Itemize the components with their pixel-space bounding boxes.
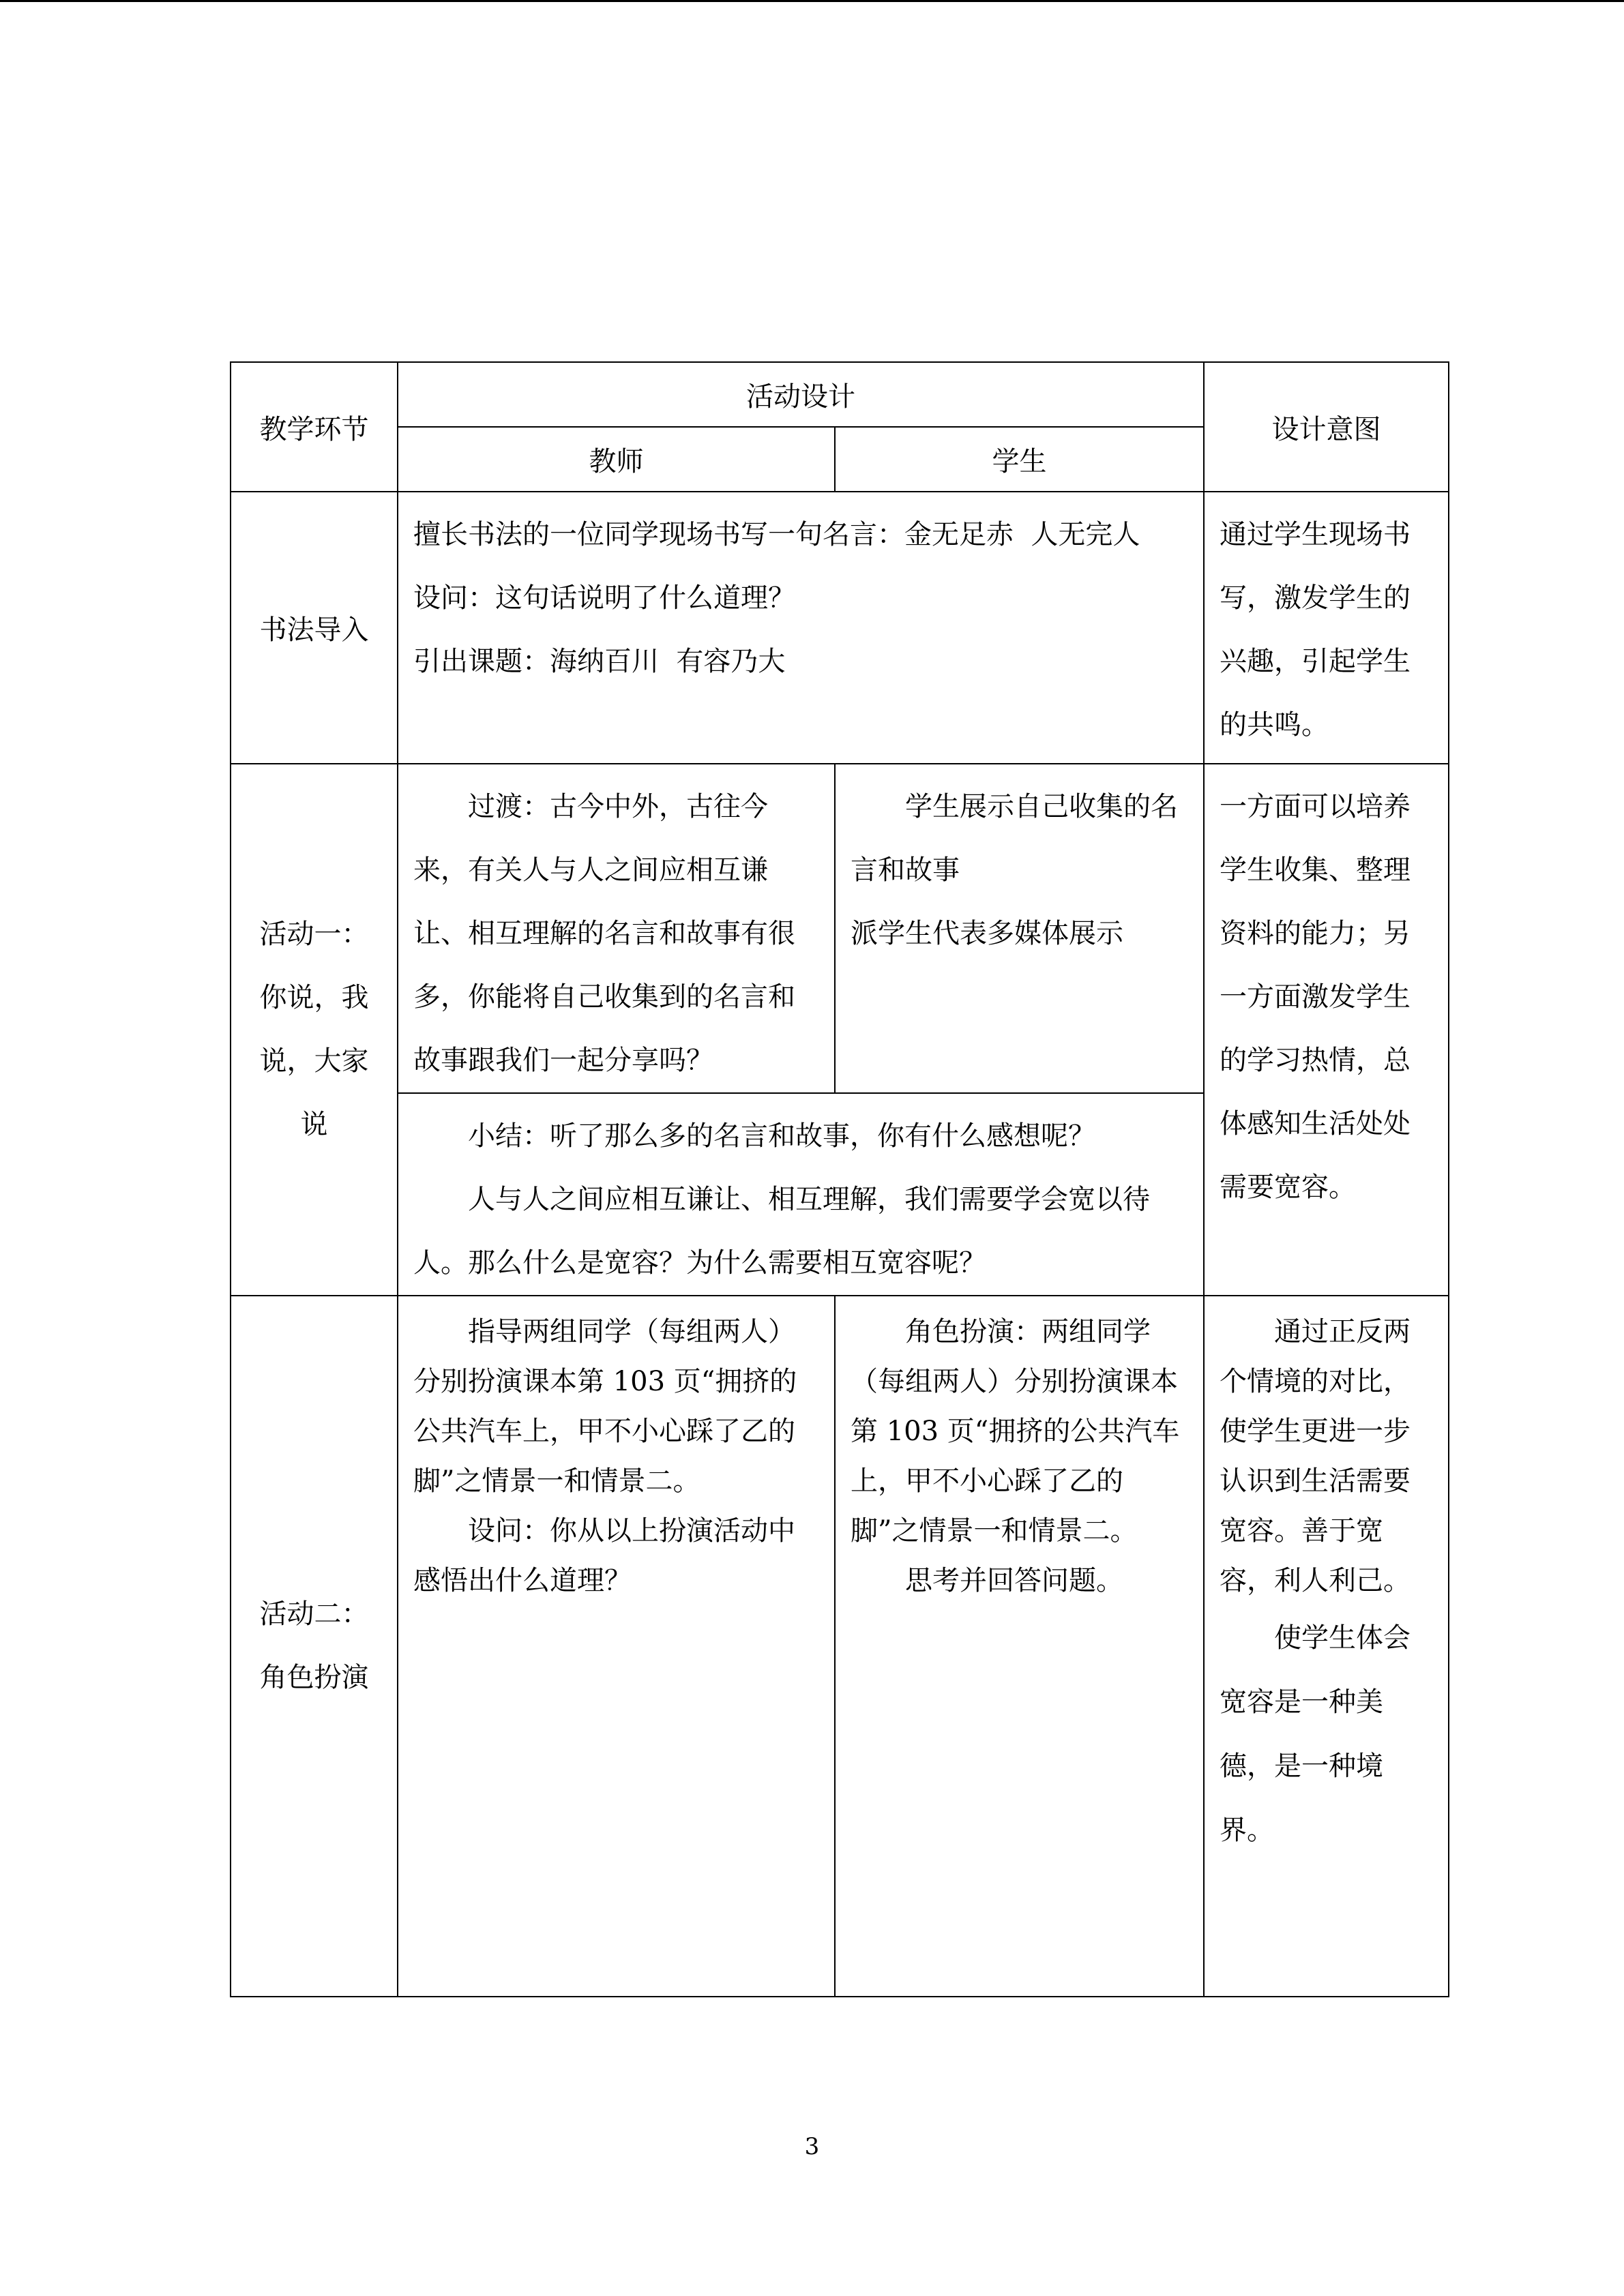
stage-label-line: 角色扮演 — [259, 1662, 369, 1693]
summary-cell — [398, 1093, 1204, 1296]
student-text: 派学生代表多媒体展示 — [851, 918, 1123, 949]
intent-cell — [1204, 764, 1449, 1296]
table-row — [231, 764, 1449, 1093]
stage-label-line: 活动一： — [259, 919, 369, 950]
stage-label: 书法导入 — [259, 614, 369, 646]
header-teacher: 教师 — [398, 427, 835, 492]
intent-cell — [1204, 492, 1449, 764]
student-cell — [835, 764, 1204, 1093]
teacher-cell — [398, 1296, 835, 1997]
teacher-text: 指导两组同学（每组两人）分别扮演课本第 103 页“拥挤的公共汽车上，甲不小心踩了乙的脚”之情景一和情景二。 — [413, 1316, 797, 1497]
stage-label-line: 说 — [300, 1109, 328, 1140]
top-rule — [0, 0, 1624, 2]
intent-text: 通过学生现场书写，激发学生的兴趣，引起学生的共鸣。 — [1220, 519, 1411, 741]
stage-label-line: 活动二： — [259, 1598, 369, 1630]
teacher-text: 过渡：古今中外，古往今来，有关人与人之间应相互谦让、相互理解的名言和故事有很多，你能将自己收集到的名言和故事跟我们一起分享吗？ — [413, 791, 795, 1076]
header-stage: 教学环节 — [231, 362, 398, 492]
table-row — [231, 1296, 1449, 1997]
stage-label-line: 你说，我 — [259, 982, 369, 1013]
intent-text: 使学生体会宽容是一种美德，是一种境界。 — [1220, 1622, 1411, 1846]
stage-label-line: 说，大家 — [259, 1045, 369, 1077]
summary-text: 小结：听了那么多的名言和故事，你有什么感想呢？ — [468, 1120, 1095, 1152]
content-line: 引出课题：海纳百川 有容乃大 — [413, 646, 786, 677]
stage-cell — [231, 1296, 398, 1997]
student-text: 学生展示自己收集的名言和故事 — [851, 791, 1178, 886]
header-activity-design: 活动设计 — [398, 362, 1204, 427]
content-line: 设问：这句话说明了什么道理？ — [413, 582, 795, 614]
content-line: 擅长书法的一位同学现场书写一句名言：金无足赤 人无完人 — [413, 519, 1140, 550]
student-text: 角色扮演：两组同学（每组两人）分别扮演课本第 103 页“拥挤的公共汽车上，甲不小心踩了乙的脚”之情景一和情景二。 — [851, 1316, 1180, 1547]
teacher-cell — [398, 764, 835, 1093]
content-cell — [398, 492, 1204, 764]
stage-cell — [231, 764, 398, 1296]
summary-text: 人与人之间应相互谦让、相互理解，我们需要学会宽以待人。那么什么是宽容？为什么需要相互宽容呢？ — [413, 1184, 1150, 1279]
student-text: 思考并回答问题。 — [905, 1565, 1123, 1596]
intent-cell — [1204, 1296, 1449, 1997]
table-row — [231, 492, 1449, 764]
header-row — [231, 362, 1449, 427]
header-intent: 设计意图 — [1204, 362, 1449, 492]
header-student: 学生 — [835, 427, 1204, 492]
intent-text: 通过正反两个情境的对比，使学生更进一步认识到生活需要宽容。善于宽容，利人利己。 — [1220, 1316, 1411, 1596]
stage-cell — [231, 492, 398, 764]
student-cell — [835, 1296, 1204, 1997]
teacher-text: 设问：你从以上扮演活动中感悟出什么道理？ — [413, 1515, 795, 1596]
page-number: 3 — [804, 2133, 820, 2160]
lesson-plan-table — [230, 361, 1449, 1997]
intent-text: 一方面可以培养学生收集、整理资料的能力；另一方面激发学生的学习热情，总体感知生活处处需要宽容。 — [1220, 791, 1411, 1203]
